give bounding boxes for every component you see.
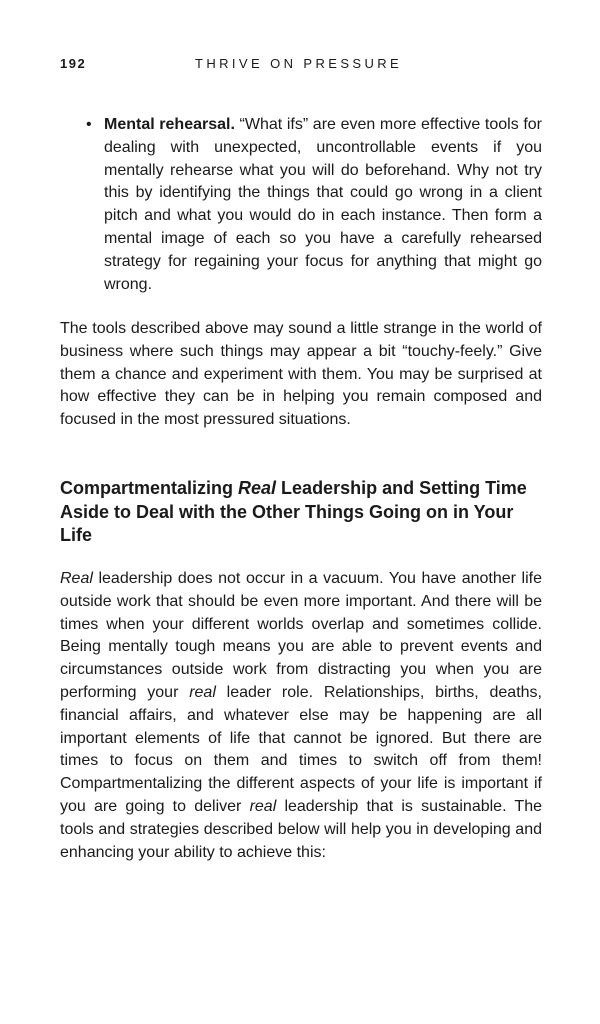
bullet-body: “What ifs” are even more effective tools for dealing with unexpected, uncontrollable events if you mentally rehearse what you will do beforehand. Why not try this by identifying the things that could go wrong in a client pitch and what you would do in each instance. Then form a mental image of each so you have a carefully rehearsed strategy for regaining your focus for anything that might go wrong. — [104, 116, 542, 293]
bullet-title: Mental rehearsal. — [104, 116, 235, 133]
bullet-item — [86, 114, 542, 296]
running-header — [60, 56, 540, 74]
heading-italic: Real — [238, 478, 277, 498]
heading-part-1: Compartmentalizing — [60, 478, 239, 498]
para2-text-1: leadership does not occur in a vacuum. You have another life outside work that should be even more important. And there will be times when your different worlds overlap and sometimes collide. Being mentally tough means you are able to prevent events and circumstances outside work from distracting you when you are performing your — [60, 570, 542, 701]
page-number: 192 — [60, 56, 87, 71]
para2-italic-3: real — [249, 797, 277, 815]
para2-text-3: leadership that is sustainable. The tools and strategies described below will help you in developing and enhancing your ability to achieve this: — [60, 797, 543, 861]
bullet-marker: • — [86, 116, 92, 133]
running-title: THRIVE ON PRESSURE — [195, 56, 403, 71]
paragraph-2 — [60, 568, 542, 864]
heading-part-2: Leadership and Setting Time Aside to Deal with the Other Things Going on in Your Life — [60, 478, 527, 545]
para2-italic-1: Real — [60, 570, 93, 587]
para2-italic-2: real — [189, 683, 216, 701]
bullet-text — [104, 114, 542, 296]
paragraph-1: The tools described above may sound a little strange in the world of business where such things may appear a bit “touchy-feely.” Give them a chance and experiment with them. You may be surprised at how effective they can be in helping you remain composed and focused in the most pressured situations. — [60, 320, 542, 429]
para2-text-2: leader role. Relationships, births, deaths, financial affairs, and whatever else may be happening are all important elements of life that cannot be ignored. But there are times to focus on them and times to switch off from them! Compartmentalizing the different aspects of your life is important if you are going to deliver — [60, 683, 542, 815]
section-heading — [60, 477, 542, 548]
